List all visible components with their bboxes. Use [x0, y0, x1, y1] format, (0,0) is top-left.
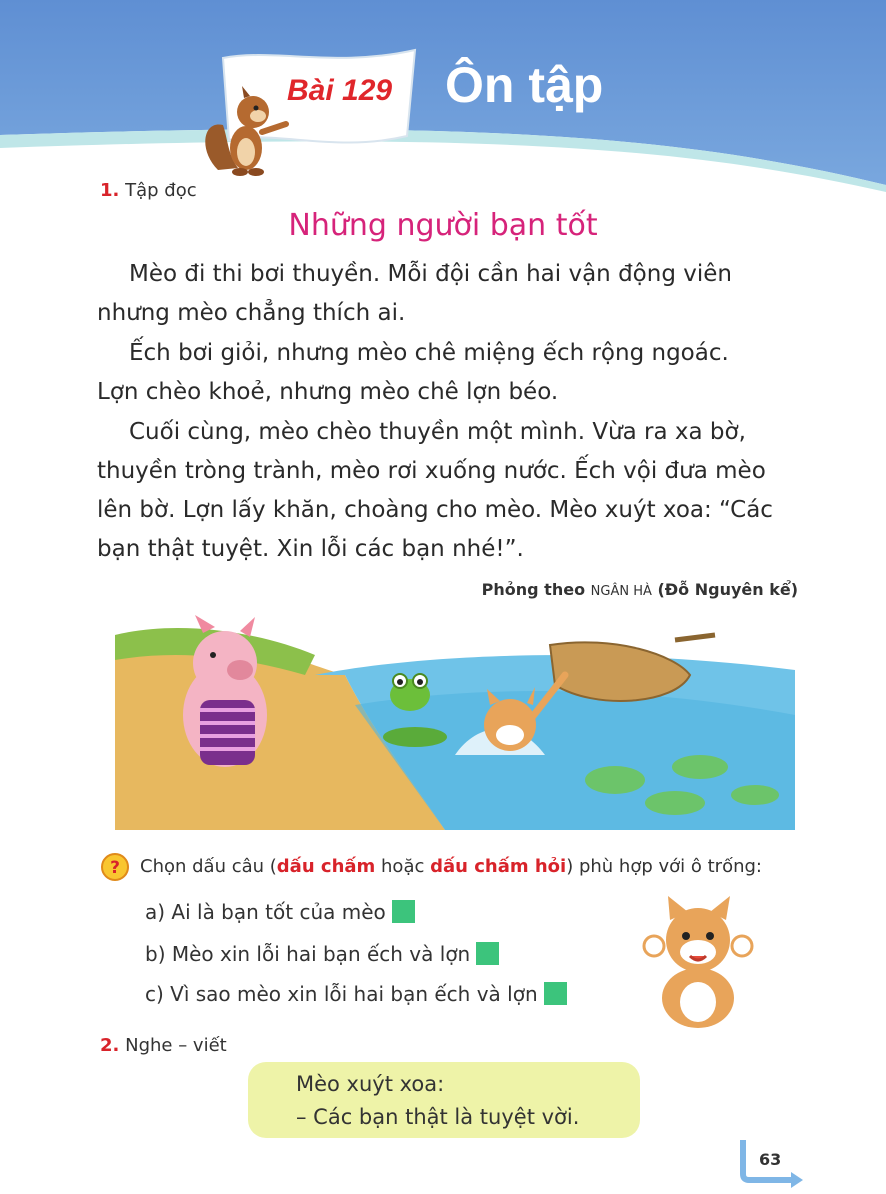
option-b-text: b) Mèo xin lỗi hai bạn ếch và lợn — [145, 942, 471, 966]
page-number: 63 — [759, 1150, 782, 1169]
story-line: Mèo đi thi bơi thuyền. Mỗi đội cần hai vận động viên — [129, 261, 732, 287]
squirrel-mascot-icon — [198, 80, 298, 180]
story-illustration — [115, 615, 795, 830]
lesson-title: Ôn tập — [445, 57, 604, 113]
attribution — [482, 580, 798, 599]
question-prompt — [140, 856, 762, 877]
story-title: Những người bạn tốt — [288, 208, 598, 243]
highlight-question-mark: dấu chấm hỏi — [430, 856, 567, 877]
dictation-line-2: – Các bạn thật là tuyệt vời. — [296, 1105, 580, 1129]
option-a — [145, 900, 415, 924]
section-2-heading — [100, 1035, 227, 1056]
question-text: Chọn dấu câu ( — [140, 856, 277, 877]
story-paragraph-1 — [97, 255, 809, 333]
story-line: nhưng mèo chẳng thích ai. — [97, 300, 406, 326]
option-a-text: a) Ai là bạn tốt của mèo — [145, 900, 386, 924]
dictation-line-1: Mèo xuýt xoa: — [296, 1072, 445, 1096]
story-line: Cuối cùng, mèo chèo thuyền một mình. Vừa ra xa bờ, — [129, 419, 746, 445]
highlight-period: dấu chấm — [276, 856, 376, 877]
section-2-number: 2. — [100, 1035, 120, 1056]
section-2-label: Nghe – viết — [125, 1035, 227, 1056]
story-paragraph-3 — [97, 413, 809, 569]
story-line: lên bờ. Lợn lấy khăn, choàng cho mèo. Mèo xuýt xoa: “Các — [97, 497, 773, 523]
header-band — [0, 0, 886, 200]
attribution-suffix: (Đỗ Nguyên kể) — [657, 580, 798, 599]
question-text: hoặc — [375, 856, 431, 877]
option-b — [145, 942, 499, 966]
answer-box-a[interactable] — [392, 900, 415, 923]
svg-text:?: ? — [110, 858, 120, 878]
option-c — [145, 982, 567, 1006]
section-1-heading — [100, 180, 197, 201]
story-paragraph-2 — [97, 334, 809, 412]
cat-waving-icon — [640, 890, 755, 1030]
section-1-label: Tập đọc — [125, 180, 197, 201]
story-line: bạn thật tuyệt. Xin lỗi các bạn nhé!”. — [97, 536, 524, 562]
section-1-number: 1. — [100, 180, 120, 201]
question-icon — [100, 852, 130, 882]
story-line: Lợn chèo khoẻ, nhưng mèo chê lợn béo. — [97, 379, 559, 405]
question-text: ) phù hợp với ô trống: — [566, 856, 762, 877]
attribution-author: NGÂN HÀ — [590, 584, 652, 599]
answer-box-b[interactable] — [476, 942, 499, 965]
option-c-text: c) Vì sao mèo xin lỗi hai bạn ếch và lợn — [145, 982, 538, 1006]
story-line: Ếch bơi giỏi, nhưng mèo chê miệng ếch rộng ngoác. — [129, 340, 729, 366]
attribution-prefix: Phỏng theo — [481, 580, 586, 599]
lesson-label: Bài 129 — [287, 74, 393, 107]
answer-box-c[interactable] — [544, 982, 567, 1005]
story-line: thuyền tròng trành, mèo rơi xuống nước. Ếch vội đưa mèo — [97, 458, 766, 484]
